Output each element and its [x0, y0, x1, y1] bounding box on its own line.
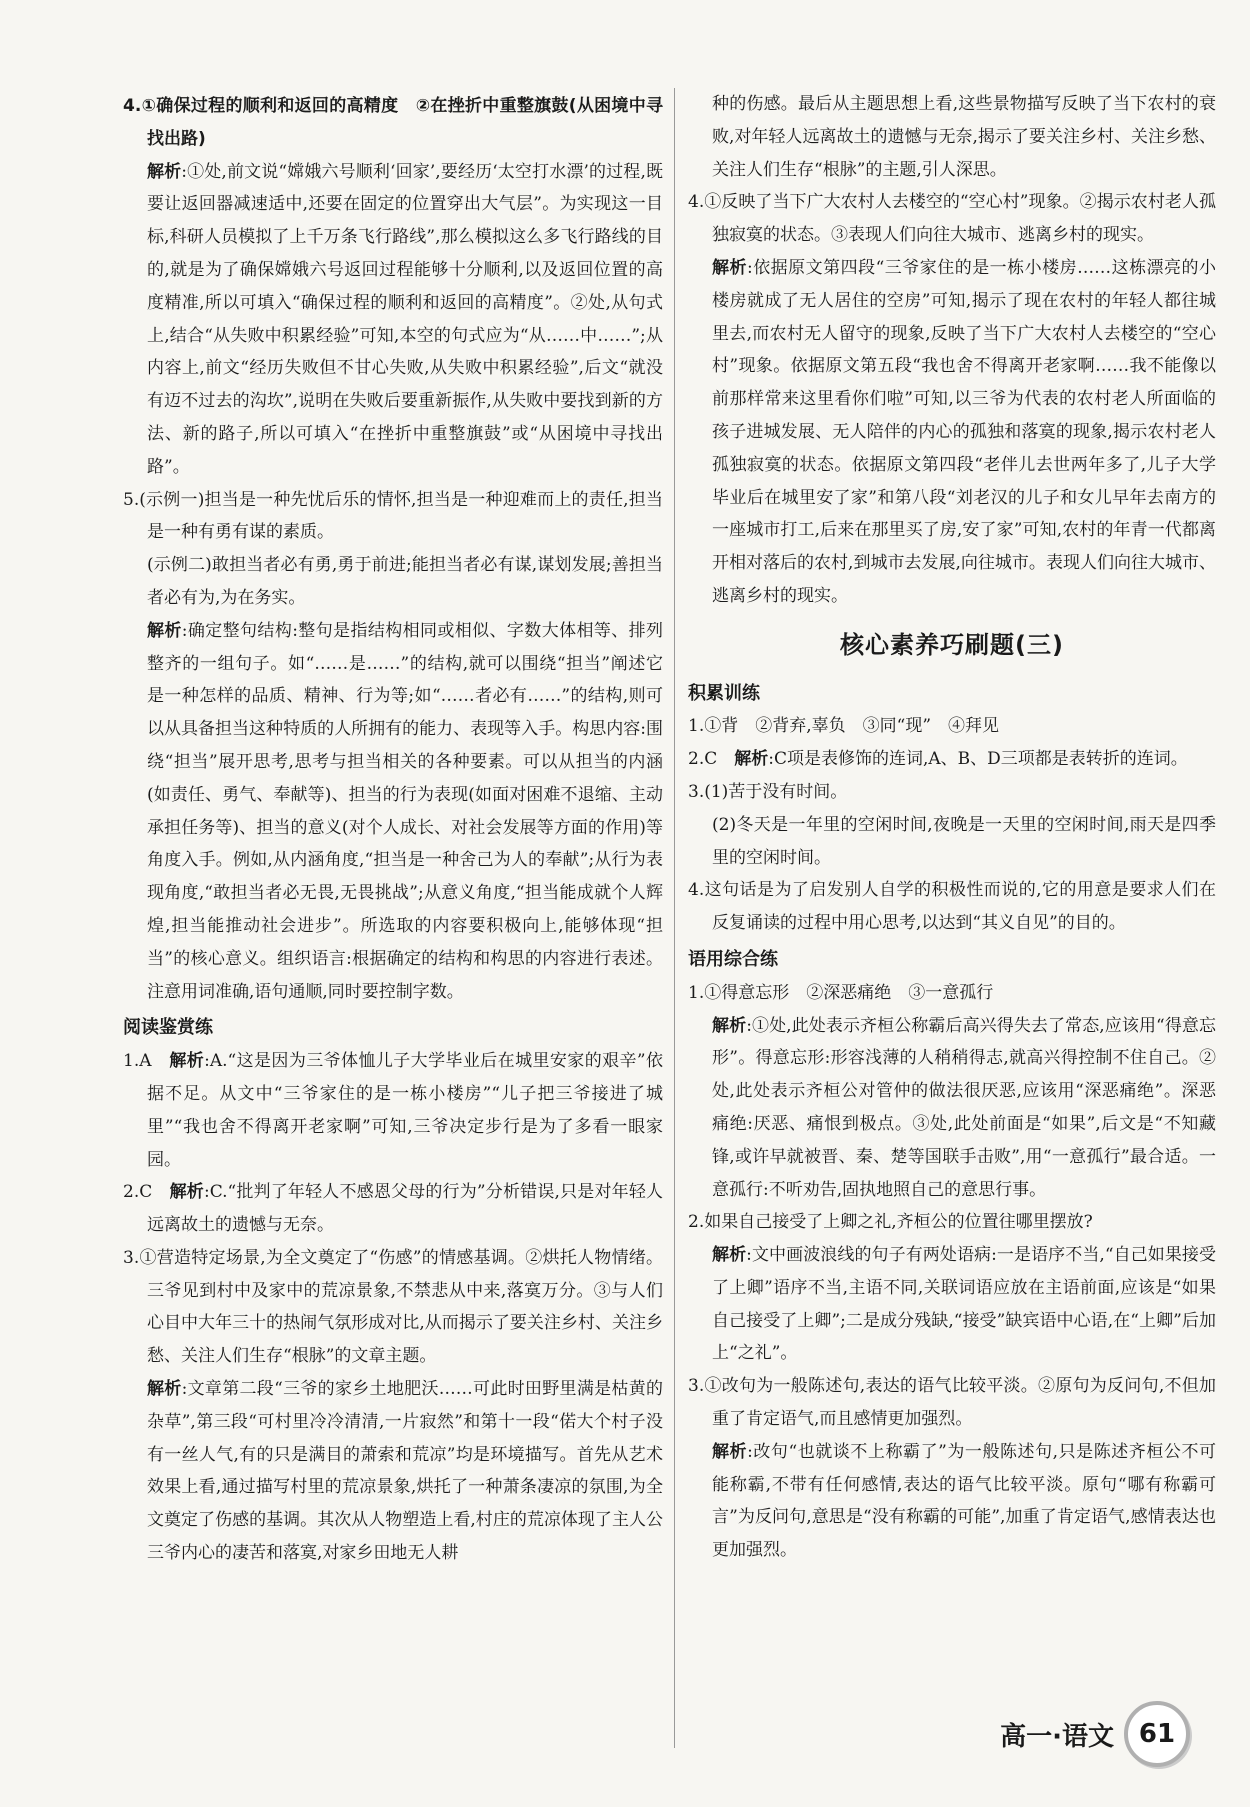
reading-answer-3: 3.①营造特定场景,为全文奠定了“伤感”的情感基调。②烘托人物情绪。三爷见到村中及家中的荒凉景象,不禁悲从中来,落寞万分。③与人们心目中大年三十的热闹气氛形成对比,从而揭示了要关注乡村、关注乡愁、关注人们生存“根脉”的文章主题。 — [123, 1247, 663, 1367]
accum-answer-4: 4.这句话是为了启发别人自学的积极性而说的,它的用意是要求人们在反复诵读的过程中用心思考,以达到“其义自见”的目的。 — [688, 880, 1216, 934]
right-column — [688, 88, 1216, 1567]
accum-answer-3-part-2: (2)冬天是一年里的空闲时间,夜晚是一天里的空闲时间,雨天是四季里的空闲时间。 — [712, 814, 1216, 868]
analysis-label: 解析 — [712, 1441, 748, 1462]
section-reading: 阅读鉴赏练 — [123, 1017, 213, 1039]
lang-answer-3: 3.①改句为一般陈述句,表达的语气比较平淡。②原句为反问句,不但加重了肯定语气,而且感情更加强烈。 — [688, 1376, 1216, 1430]
analysis-lang-3: 解析:改句“也就谈不上称霸了”为一般陈述句,只是陈述齐桓公不可能称霸,不带有任何感情,表达的语气比较平淡。原句“哪有称霸可言”为反问句,意思是“没有称霸的可能”,加重了肯定语气,感情表达也更加强烈。 — [712, 1441, 1217, 1561]
analysis-4: 解析:①处,前文说“嫦娥六号顺利‘回家’,要经历‘太空打水漂’的过程,既要让返回器减速适中,还要在固定的位置穿出大气层”。为实现这一目标,科研人员模拟了上千万条飞行路线”,那么模拟这么多飞行路线的目的,就是为了确保嫦娥六号返回过程能够十分顺利,以及返回位置的高度精准,所以可填入“确保过程的顺利和返回的高精度”。②处,从句式上,结合“从失败中积累经验”可知,本空的句式应为“从……中……”;从内容上,前文“经历失败但不甘心失败,从失败中积累经验”,后文“就没有迈不过去的沟坎”,说明在失败后要重新振作,从失败中要找到新的方法、新的路子,所以可填入“在挫折中重整旗鼓”或“从困境中寻找出路”。 — [147, 161, 663, 477]
accum-answer-1: 1.①背 ②背弃,辜负 ③同“现” ④拜见 — [688, 716, 1000, 737]
analysis-label: 解析 — [147, 161, 182, 182]
analysis-lang-2: 解析:文中画波浪线的句子有两处语病:一是语序不当,“自己如果接受了上卿”语序不当,主语不同,关联词语应放在主语前面,应该是“如果自己接受了上卿”;二是成分残缺,“接受”缺宾语中心语,在“上卿”后加上“之礼”。 — [712, 1245, 1216, 1364]
analysis-label: 解析 — [147, 620, 182, 641]
analysis-label: 解析 — [169, 1182, 204, 1203]
analysis-lang-1: 解析:①处,此处表示齐桓公称霸后高兴得失去了常态,应该用“得意忘形”。得意忘形:形容浅薄的人稍稍得志,就高兴得控制不住自己。②处,此处表示齐桓公对管仲的做法很厌恶,应该用“深恶痛绝”。深恶痛绝:厌恶、痛恨到极点。③处,此处前面是“如果”,后文是“不知藏锋,或许早就被晋、秦、楚等国联手击败”,用“一意孤行”最合适。一意孤行:不听劝告,固执地照自己的意思行事。 — [712, 1015, 1216, 1200]
left-column — [123, 90, 663, 1570]
analysis-label: 解析 — [712, 257, 747, 278]
analysis-reading-3-continued: 种的伤感。最后从主题思想上看,这些景物描写反映了当下农村的衰败,对年轻人远离故土的遗憾与无奈,揭示了要关注乡村、关注乡愁、关注人们生存“根脉”的主题,引人深思。 — [712, 94, 1216, 180]
grade-subject-label: 高一·语文 — [1000, 1721, 1114, 1752]
analysis-5: 解析:确定整句结构:整句是指结构相同或相似、字数大体相等、排列整齐的一组句子。如“……是……”的结构,就可以围绕“担当”阐述它是一种怎样的品质、精神、行为等;如“……者必有……”的结构,则可以从具备担当这种特质的人所拥有的能力、表现等入手。构思内容:围绕“担当”展开思考,思考与担当相关的各种要素。可以从担当的内涵(如责任、勇气、奉献等)、担当的行为表现(如面对困难不退缩、主动承担任务等)、担当的意义(对个人成长、对社会发展等方面的作用)等角度入手。例如,从内涵角度,“担当是一种舍己为人的奉献”;从行为表现角度,“敢担当者必无畏,无畏挑战”;从意义角度,“担当能成就个人辉煌,担当能推动社会进步”。所选取的内容要积极向上,能够体现“担当”的核心意义。组织语言:根据确定的结构和构思的内容进行表述。注意用词准确,语句通顺,同时要控制字数。 — [147, 620, 663, 1002]
reading-answer-2: 2.C 解析:C.“批判了年轻人不感恩父母的行为”分析错误,只是对年轻人远离故土的遗憾与无奈。 — [123, 1182, 663, 1236]
analysis-label: 解析 — [147, 1379, 182, 1400]
analysis-reading-3: 解析:文章第二段“三爷的家乡土地肥沃……可此时田野里满是枯黄的杂草”,第三段“可村里冷冷清清,一片寂然”和第十一段“偌大个村子没有一丝人气,有的只是满目的萧索和荒凉”均是环境描写。首先从艺术效果上看,通过描写村里的荒凉景象,烘托了一种萧条凄凉的氛围,为全文奠定了伤感的基调。其次从人物塑造上看,村庄的荒凉体现了主人公三爷内心的凄苦和落寞,对家乡田地无人耕 — [147, 1379, 663, 1564]
column-divider — [674, 88, 675, 1748]
page-footer — [1000, 1701, 1190, 1767]
analysis-label: 解析 — [734, 749, 769, 770]
answer-5-example-2: (示例二)敢担当者必有勇,勇于前进;能担当者必有谋,谋划发展;善担当者必有为,为在务实。 — [147, 555, 663, 608]
lang-answer-2: 2.如果自己接受了上卿之礼,齐桓公的位置往哪里摆放? — [688, 1212, 1093, 1233]
lang-answer-1: 1.①得意忘形 ②深恶痛绝 ③一意孤行 — [688, 982, 994, 1003]
page-number: 61 — [1124, 1701, 1190, 1767]
answer-4: 4.①确保过程的顺利和返回的高精度 ②在挫折中重整旗鼓(从困境中寻找出路) — [123, 96, 663, 149]
accum-answer-3: 3.(1)苦于没有时间。 — [688, 781, 848, 802]
analysis-label: 解析 — [169, 1051, 205, 1072]
answer-5: 5.(示例一)担当是一种先忧后乐的情怀,担当是一种迎难而上的责任,担当是一种有勇有谋的素质。 — [123, 489, 663, 543]
section-language-use: 语用综合练 — [688, 948, 778, 970]
reading-answer-1: 1.A 解析:A.“这是因为三爷体恤儿子大学毕业后在城里安家的艰辛”依据不足。从文中“三爷家住的是一栋小楼房”“儿子把三爷接进了城里”“我也舍不得离开老家啊”可知,三爷决定步行是为了多看一眼家园。 — [123, 1051, 664, 1170]
reading-answer-4: 4.①反映了当下广大农村人去楼空的“空心村”现象。②揭示农村老人孤独寂寞的状态。③表现人们向往大城市、逃离乡村的现实。 — [688, 192, 1216, 246]
accum-answer-2: 2.C 解析:C项是表修饰的连词,A、B、D三项都是表转折的连词。 — [688, 749, 1188, 770]
analysis-reading-4: 解析:依据原文第四段“三爷家住的是一栋小楼房……这栋漂亮的小楼房就成了无人居住的空房”可知,揭示了现在农村的年轻人都往城里去,而农村无人留守的现象,反映了当下广大农村人去楼空的“空心村”现象。依据原文第五段“我也舍不得离开老家啊……我不能像以前那样常来这里看你们啦”可知,以三爷为代表的农村老人所面临的孩子进城发展、无人陪伴的内心的孤独和落寞的现象,揭示农村老人孤独寂寞的状态。依据原文第四段“老伴儿去世两年多了,儿子大学毕业后在城里安了家”和第八段“刘老汉的儿子和女儿早年去南方的一座城市打工,后来在那里买了房,安了家”可知,农村的年青一代都离开相对落后的农村,到城市去发展,向往城市。表现人们向往大城市、逃离乡村的现实。 — [712, 257, 1217, 606]
analysis-label: 解析 — [712, 1245, 747, 1266]
section-title: 核心素养巧刷题(三) — [840, 630, 1064, 659]
analysis-label: 解析 — [712, 1015, 747, 1036]
section-accumulation: 积累训练 — [688, 682, 760, 704]
